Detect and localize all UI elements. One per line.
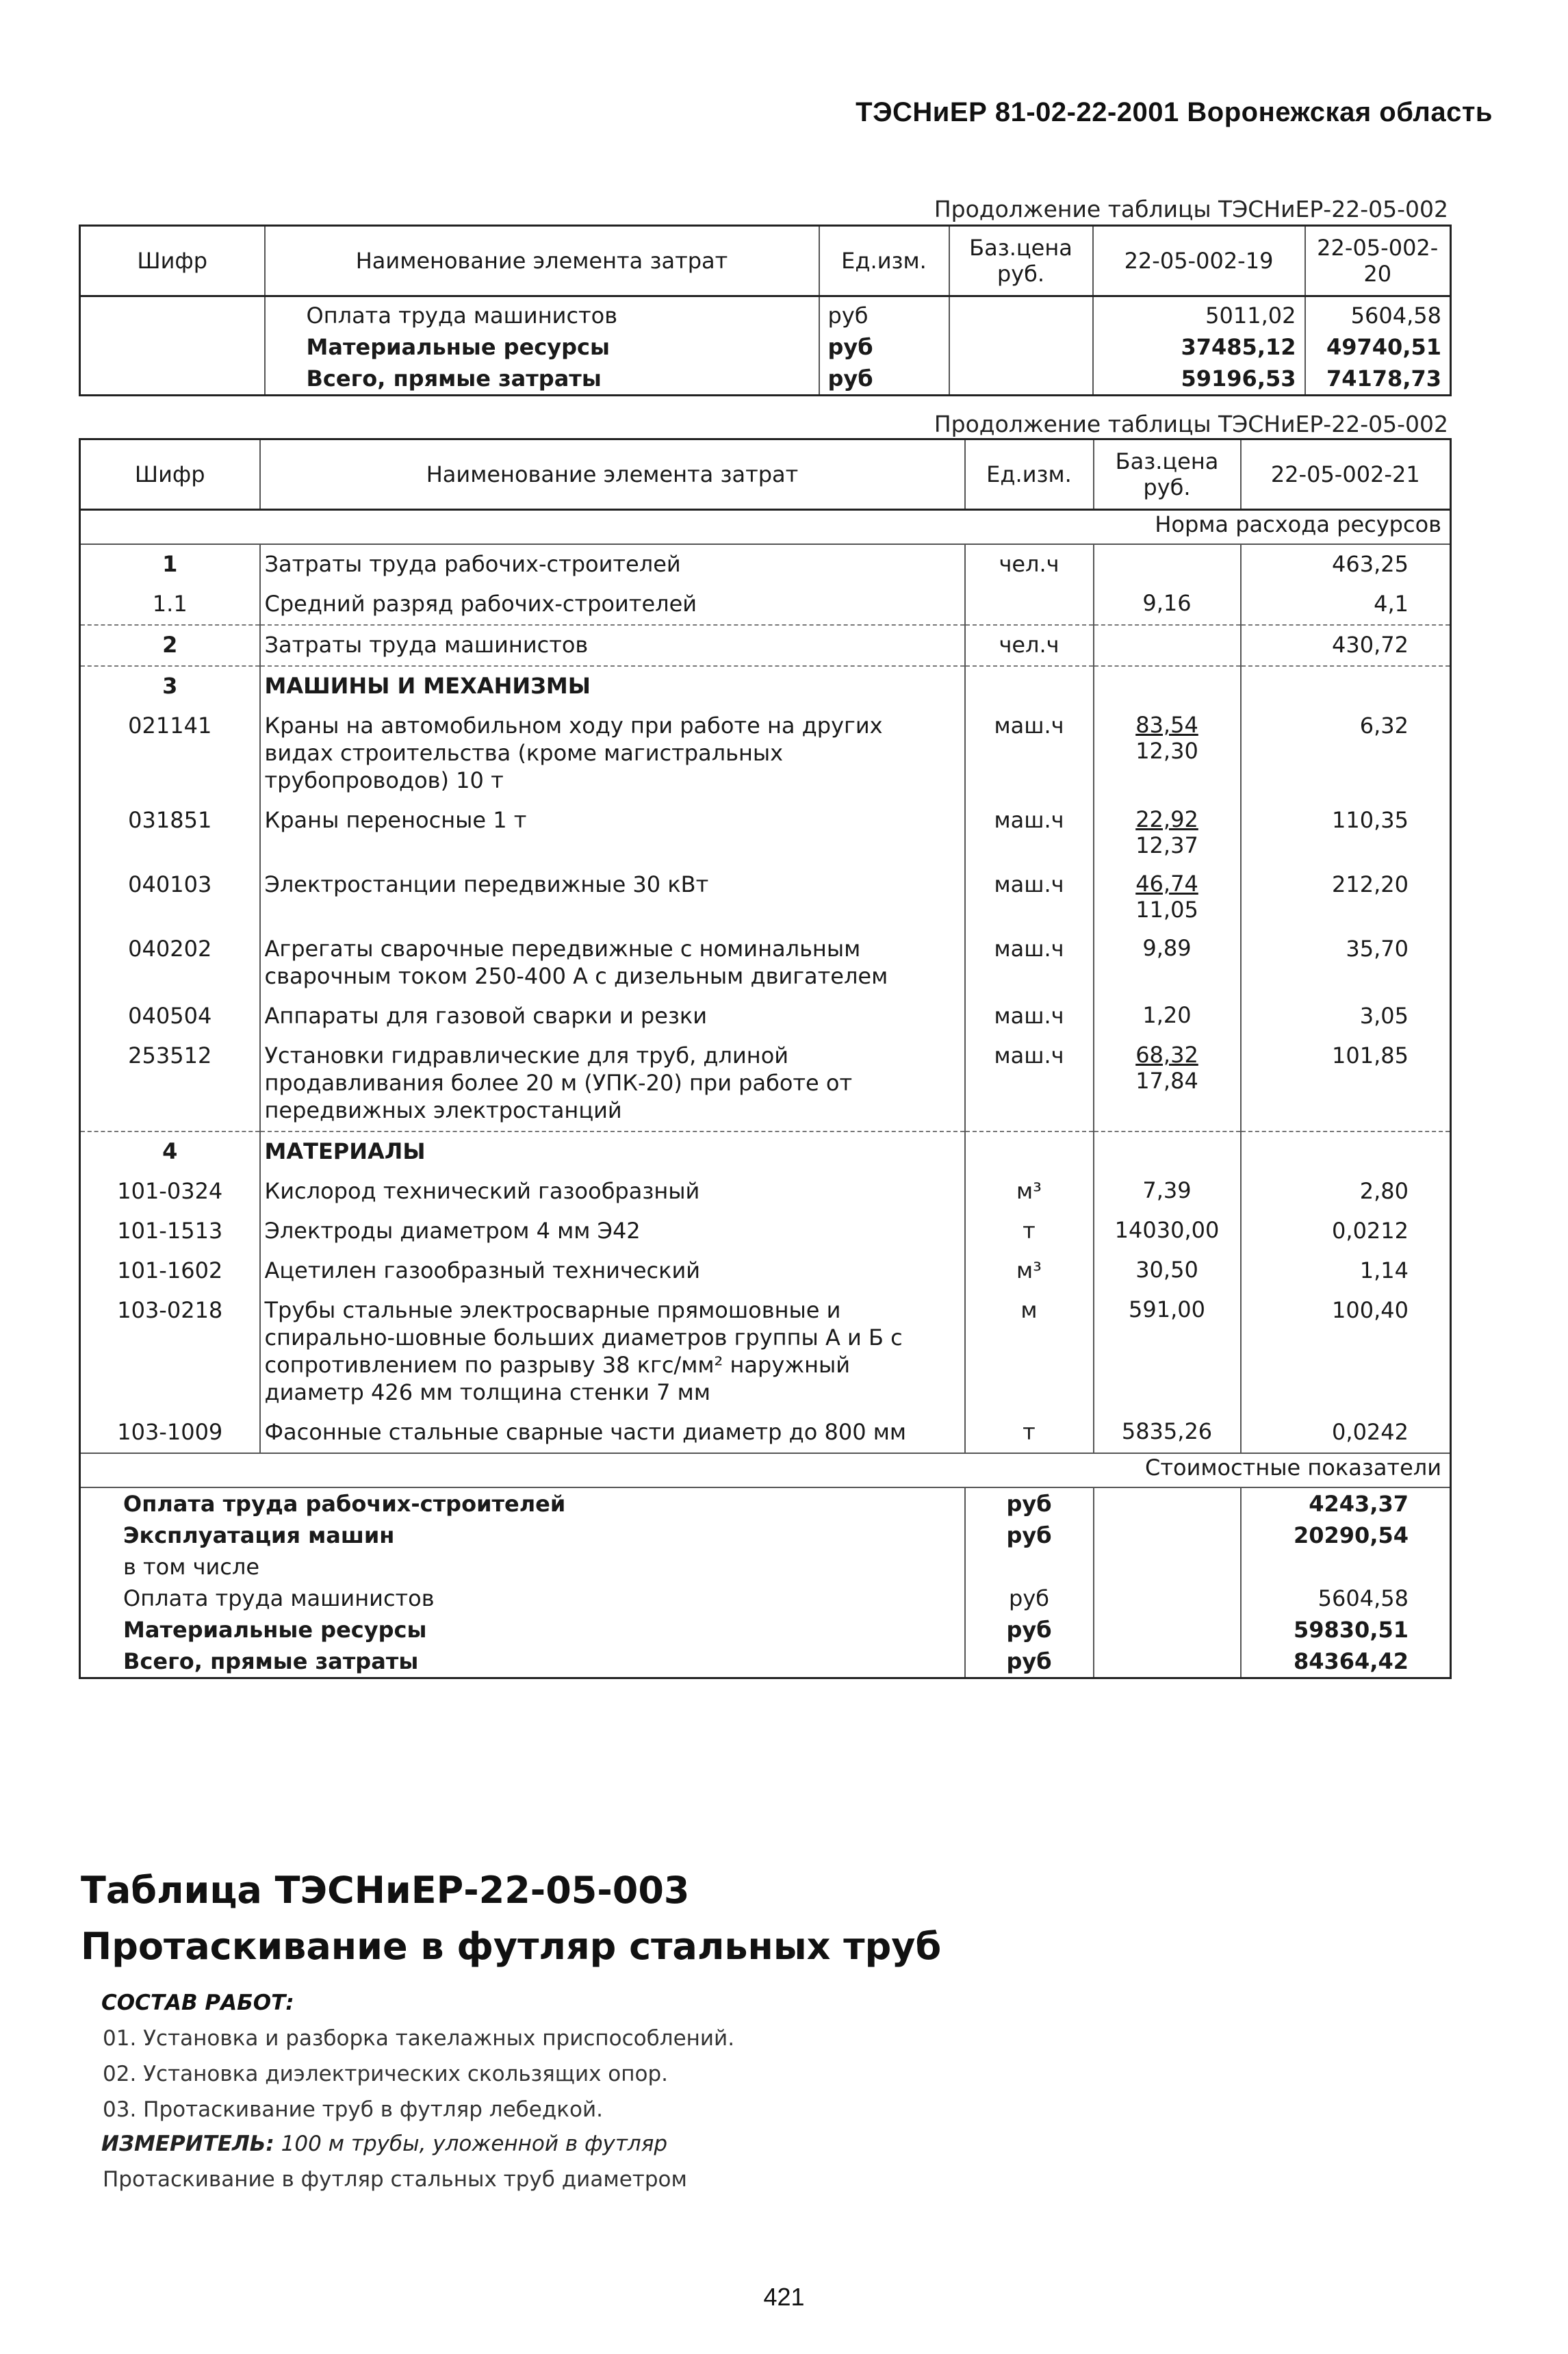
cell-unit: маш.ч: [965, 1036, 1094, 1131]
cell-code: 101-1513: [117, 1218, 223, 1244]
cell-unit: руб: [819, 331, 949, 363]
cell-name: Материальные ресурсы: [265, 331, 819, 363]
cell-code: 103-0218: [117, 1297, 223, 1323]
cell-value-21: 100,40: [1241, 1291, 1451, 1413]
cell-name: Затраты труда машинистов: [260, 625, 965, 666]
cell-name: Ацетилен газообразный технический: [260, 1251, 965, 1291]
col-unit: Ед.изм.: [819, 226, 949, 296]
total-name: Оплата труда машинистов: [123, 1585, 435, 1611]
cell-unit: м³: [965, 1251, 1094, 1291]
base-price-wage-value: 17,84: [1135, 1068, 1198, 1094]
cell-name: Электроды диаметром 4 мм Э42: [260, 1212, 965, 1251]
table-row: [80, 930, 1451, 997]
total-row: [80, 1614, 1451, 1646]
cell-value-21: 430,72: [1241, 625, 1451, 666]
cell-base-price: [1094, 1172, 1241, 1212]
table-row: [80, 331, 1451, 363]
total-value: 4243,37: [1241, 1487, 1451, 1520]
total-value: 20290,54: [1241, 1520, 1451, 1551]
cell-name: Агрегаты сварочные передвижные с номинальным сварочным током 250-400 А с дизельным двигателем: [260, 930, 965, 997]
total-value: 5604,58: [1241, 1583, 1451, 1614]
total-value: 59830,51: [1241, 1614, 1451, 1646]
cell-code: 040202: [128, 936, 212, 962]
col-19: 22-05-002-19: [1093, 226, 1305, 296]
table-row: [80, 801, 1451, 865]
base-price-value: 83,54: [1135, 712, 1198, 738]
total-unit: руб: [965, 1487, 1094, 1520]
cell-base-price: [1094, 544, 1241, 585]
cell-value-20: 74178,73: [1305, 363, 1451, 396]
work-item-3: 03. Протаскивание труб в футляр лебедкой.: [103, 2097, 603, 2122]
base-price-value: 5835,26: [1121, 1418, 1213, 1444]
table-row: [80, 585, 1451, 625]
works-heading: СОСТАВ РАБОТ:: [101, 1991, 294, 2015]
table-caption-1: Продолжение таблицы ТЭСНиЕР-22-05-002: [934, 196, 1448, 222]
cell-code: 040103: [128, 871, 212, 897]
total-row: [80, 1487, 1451, 1520]
total-row: [80, 1551, 1451, 1583]
cell-code: 103-1009: [117, 1419, 223, 1445]
cell-value-19: 59196,53: [1093, 363, 1305, 396]
table-row: [80, 625, 1451, 666]
total-name: в том числе: [123, 1554, 259, 1580]
base-price-value: 46,74: [1135, 871, 1198, 897]
table-subtitle: Протаскивание в футляр стальных труб: [81, 1925, 942, 1968]
total-name: Всего, прямые затраты: [123, 1648, 419, 1674]
cell-value-19: 5011,02: [1093, 296, 1305, 332]
base-price-value: 1,20: [1142, 1002, 1192, 1028]
base-price-value: 22,92: [1135, 806, 1198, 832]
total-base-price: [1094, 1551, 1241, 1583]
cell-code: 021141: [128, 713, 212, 739]
cell-code: 1: [162, 551, 178, 577]
total-row: [80, 1646, 1451, 1678]
total-unit: руб: [965, 1646, 1094, 1678]
cell-value-21: 101,85: [1241, 1036, 1451, 1131]
cell-code: 040504: [128, 1003, 212, 1029]
cell-base-price: [1094, 801, 1241, 865]
total-base-price: [1094, 1487, 1241, 1520]
base-price-value: 30,50: [1135, 1257, 1198, 1283]
cell-name: Оплата труда машинистов: [265, 296, 819, 332]
cell-base-price: [1094, 1131, 1241, 1172]
base-price-value: 9,89: [1142, 935, 1192, 961]
table-row: [80, 1131, 1451, 1172]
cell-base-price: [1094, 1036, 1241, 1131]
cell-base-price: [1094, 1212, 1241, 1251]
table-title: Таблица ТЭСНиЕР-22-05-003: [81, 1869, 690, 1912]
table-caption-2: Продолжение таблицы ТЭСНиЕР-22-05-002: [934, 411, 1448, 437]
total-value: [1241, 1551, 1451, 1583]
cell-base-price: [1094, 706, 1241, 801]
cell-name: Трубы стальные электросварные прямошовные и спирально-шовные больших диаметров группы А и Б с сопротивлением по разрыву 38 кгс/мм² наружный диаметр 426 мм толщина стенки 7 мм: [260, 1291, 965, 1413]
cell-unit: м³: [965, 1172, 1094, 1212]
total-name: Оплата труда рабочих-строителей: [123, 1491, 566, 1517]
total-unit: руб: [965, 1614, 1094, 1646]
base-price-wage-value: 12,37: [1135, 832, 1198, 858]
total-name: Материальные ресурсы: [123, 1617, 427, 1643]
table-row: [80, 865, 1451, 930]
total-row: [80, 1520, 1451, 1551]
col-base-price: Баз.цена руб.: [949, 226, 1093, 296]
cell-value-21: 110,35: [1241, 801, 1451, 865]
table-row: [80, 544, 1451, 585]
table-row: [80, 1036, 1451, 1131]
cell-value-21: 3,05: [1241, 997, 1451, 1036]
table-row: [80, 1251, 1451, 1291]
cell-unit: [965, 666, 1094, 706]
cell-base-price: [1094, 625, 1241, 666]
cell-code: 101-1602: [117, 1257, 223, 1283]
cell-name: Краны переносные 1 т: [260, 801, 965, 865]
cell-unit: [965, 585, 1094, 625]
base-price-wage-value: 12,30: [1135, 738, 1198, 764]
col-unit: Ед.изм.: [965, 439, 1094, 510]
cell-base-price: [1094, 585, 1241, 625]
cell-name: Средний разряд рабочих-строителей: [260, 585, 965, 625]
total-row: [80, 1583, 1451, 1614]
col-code: Шифр: [80, 226, 265, 296]
measure-label: ИЗМЕРИТЕЛЬ:: [101, 2132, 274, 2156]
cell-unit: чел.ч: [965, 625, 1094, 666]
cell-base-price: [949, 296, 1093, 332]
measure: [101, 2132, 667, 2156]
cell-unit: т: [965, 1212, 1094, 1251]
cost-title: Стоимостные показатели: [80, 1453, 1451, 1487]
cell-code: 031851: [128, 807, 212, 833]
cell-base-price: [1094, 1413, 1241, 1453]
cell-name: МАТЕРИАЛЫ: [260, 1131, 965, 1172]
cell-base-price: [1094, 930, 1241, 997]
cell-code: 101-0324: [117, 1178, 223, 1204]
table-row: [80, 1413, 1451, 1453]
cell-unit: маш.ч: [965, 801, 1094, 865]
cell-value-21: 2,80: [1241, 1172, 1451, 1212]
norm-title: Норма расхода ресурсов: [80, 510, 1451, 545]
table-continuation-2: [79, 438, 1452, 1679]
col-21: 22-05-002-21: [1241, 439, 1451, 510]
base-price-wage-value: 11,05: [1135, 897, 1198, 923]
cell-unit: маш.ч: [965, 865, 1094, 930]
base-price-value: 7,39: [1142, 1177, 1192, 1203]
base-price-value: 9,16: [1142, 590, 1192, 616]
cell-name: Всего, прямые затраты: [265, 363, 819, 396]
cell-value-21: 0,0242: [1241, 1413, 1451, 1453]
cell-code: 3: [80, 666, 260, 706]
cell-base-price: [1094, 1251, 1241, 1291]
cell-unit: руб: [819, 296, 949, 332]
cell-value-20: 49740,51: [1305, 331, 1451, 363]
cell-code: 2: [80, 625, 260, 666]
cell-code: [80, 331, 265, 363]
cell-base-price: [949, 331, 1093, 363]
cell-name: МАШИНЫ И МЕХАНИЗМЫ: [260, 666, 965, 706]
cell-unit: руб: [819, 363, 949, 396]
total-name: Эксплуатация машин: [123, 1522, 395, 1548]
cell-value-21: [1241, 666, 1451, 706]
total-unit: руб: [965, 1583, 1094, 1614]
work-item-2: 02. Установка диэлектрических скользящих опор.: [103, 2062, 669, 2086]
cell-name: Затраты труда рабочих-строителей: [260, 544, 965, 585]
cell-name: Краны на автомобильном ходу при работе на других видах строительства (кроме магистральных трубопроводов) 10 т: [260, 706, 965, 801]
total-value: 84364,42: [1241, 1646, 1451, 1678]
cell-value-21: 1,14: [1241, 1251, 1451, 1291]
cell-unit: м: [965, 1291, 1094, 1413]
cell-base-price: [949, 363, 1093, 396]
total-base-price: [1094, 1646, 1241, 1678]
cell-code: 1.1: [152, 591, 188, 617]
base-price-value: 68,32: [1135, 1042, 1198, 1068]
cell-value-20: 5604,58: [1305, 296, 1451, 332]
total-unit: руб: [965, 1520, 1094, 1551]
cell-name: Фасонные стальные сварные части диаметр до 800 мм: [260, 1413, 965, 1453]
cell-value-21: 0,0212: [1241, 1212, 1451, 1251]
table-row: [80, 1212, 1451, 1251]
cell-base-price: [1094, 997, 1241, 1036]
cell-name: Установки гидравлические для труб, длиной продавливания более 20 м (УПК-20) при работе от передвижных электростанций: [260, 1036, 965, 1131]
col-code: Шифр: [80, 439, 260, 510]
cell-value-21: 463,25: [1241, 544, 1451, 585]
cell-unit: чел.ч: [965, 544, 1094, 585]
total-unit: [965, 1551, 1094, 1583]
table-continuation-1: [79, 225, 1452, 396]
cell-unit: маш.ч: [965, 706, 1094, 801]
page-header: ТЭСНиЕР 81-02-22-2001 Воронежская область: [856, 97, 1493, 127]
cell-value-21: [1241, 1131, 1451, 1172]
table-row: [80, 1291, 1451, 1413]
table-row: [80, 706, 1451, 801]
cell-base-price: [1094, 666, 1241, 706]
table-row: [80, 363, 1451, 396]
col-name: Наименование элемента затрат: [260, 439, 965, 510]
work-item-1: 01. Установка и разборка такелажных приспособлений.: [103, 2026, 735, 2051]
col-20: 22-05-002-20: [1305, 226, 1451, 296]
cell-name: Аппараты для газовой сварки и резки: [260, 997, 965, 1036]
cell-code: [80, 296, 265, 332]
base-price-value: 591,00: [1129, 1296, 1205, 1322]
cell-code: [80, 363, 265, 396]
cell-unit: [965, 1131, 1094, 1172]
cell-value-21: 35,70: [1241, 930, 1451, 997]
cell-base-price: [1094, 1291, 1241, 1413]
total-base-price: [1094, 1583, 1241, 1614]
table-row: [80, 666, 1451, 706]
cell-value-19: 37485,12: [1093, 331, 1305, 363]
cell-unit: т: [965, 1413, 1094, 1453]
cell-base-price: [1094, 865, 1241, 930]
table-row: [80, 1172, 1451, 1212]
table-row: [80, 296, 1451, 332]
cell-name: Электростанции передвижные 30 кВт: [260, 865, 965, 930]
cell-value-21: 6,32: [1241, 706, 1451, 801]
cell-unit: маш.ч: [965, 997, 1094, 1036]
col-name: Наименование элемента затрат: [265, 226, 819, 296]
total-base-price: [1094, 1520, 1241, 1551]
measure-value: 100 м трубы, уложенной в футляр: [281, 2132, 668, 2156]
page-number: 421: [763, 2283, 805, 2311]
cell-code: 4: [80, 1131, 260, 1172]
base-price-value: 14030,00: [1114, 1217, 1220, 1243]
table-row: [80, 997, 1451, 1036]
cell-unit: маш.ч: [965, 930, 1094, 997]
cell-value-21: 4,1: [1241, 585, 1451, 625]
cell-name: Кислород технический газообразный: [260, 1172, 965, 1212]
cell-value-21: 212,20: [1241, 865, 1451, 930]
cell-code: 253512: [128, 1042, 212, 1069]
col-base-price: Баз.цена руб.: [1094, 439, 1241, 510]
total-base-price: [1094, 1614, 1241, 1646]
intro-text: Протаскивание в футляр стальных труб диаметром: [103, 2167, 687, 2192]
